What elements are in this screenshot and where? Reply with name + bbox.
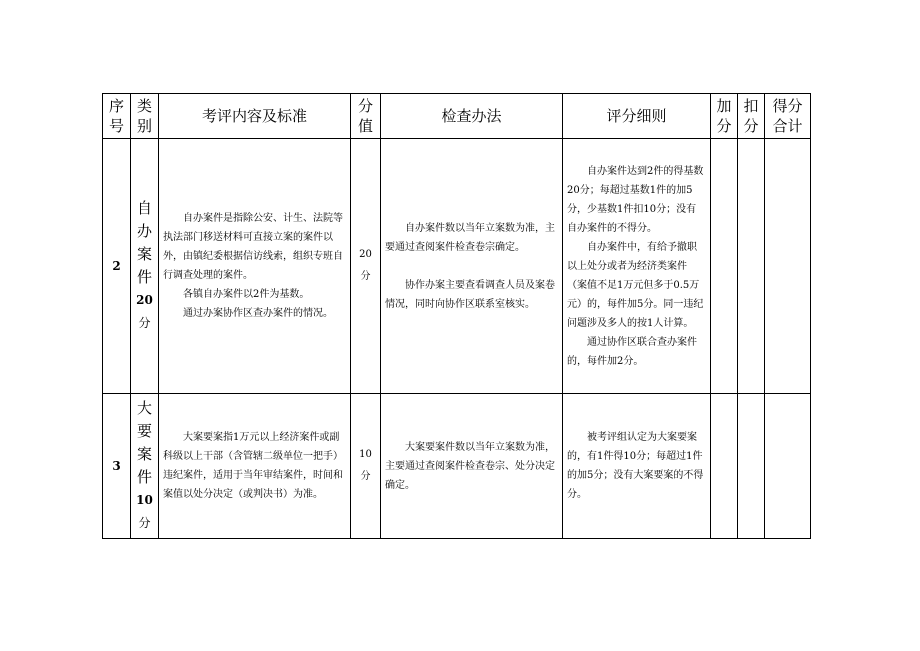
row-seq: 2 xyxy=(103,139,131,394)
row-content: 大案要案指1万元以上经济案件或副科级以上干部（含管辖二级单位一把手）违纪案件，适用于当年审结案件，时间和案值以处分决定（或判决书）为准。 xyxy=(159,394,351,539)
table-row xyxy=(103,394,811,539)
header-add: 加 分 xyxy=(711,94,738,139)
assessment-table xyxy=(102,93,811,539)
header-deduct: 扣 分 xyxy=(738,94,765,139)
row-rules: 自办案件达到2件的得基数20分；每超过基数1件的加5分，少基数1件扣10分；没有自办案件的不得分。 自办案件中，有给予撤职以上处分或者为经济类案件（案值不足1万元但多于0.5万元）的，每件加5分。同一违纪问题涉及多人的按1人计算。 通过协作区联合查办案件的，每件加2分。 xyxy=(563,139,711,394)
row-seq: 3 xyxy=(103,394,131,539)
header-category: 类 别 xyxy=(131,94,159,139)
row-score: 10 分 xyxy=(351,394,381,539)
row-deduct-cell xyxy=(738,139,765,394)
row-method: 自办案件数以当年立案数为准，主要通过查阅案件检查卷宗确定。 协作办案主要查看调查人员及案卷情况，同时向协作区联系室核实。 xyxy=(381,139,563,394)
header-row xyxy=(103,94,811,139)
header-content: 考评内容及标准 xyxy=(159,94,351,139)
row-category: 大 要 案 件 10 分 xyxy=(131,394,159,539)
row-rules: 被考评组认定为大案要案的，有1件得10分；每超过1件的加5分；没有大案要案的不得分。 xyxy=(563,394,711,539)
row-category: 自 办 案 件 20 分 xyxy=(131,139,159,394)
header-score: 分 值 xyxy=(351,94,381,139)
header-seq: 序 号 xyxy=(103,94,131,139)
header-method: 检查办法 xyxy=(381,94,563,139)
row-total-cell xyxy=(765,139,811,394)
row-add-cell xyxy=(711,139,738,394)
row-score: 20 分 xyxy=(351,139,381,394)
row-method: 大案要案件数以当年立案数为准，主要通过查阅案件检查卷宗、处分决定确定。 xyxy=(381,394,563,539)
header-total: 得分 合计 xyxy=(765,94,811,139)
row-add-cell xyxy=(711,394,738,539)
table-row xyxy=(103,139,811,394)
header-rules: 评分细则 xyxy=(563,94,711,139)
row-deduct-cell xyxy=(738,394,765,539)
row-content: 自办案件是指除公安、计生、法院等执法部门移送材料可直接立案的案件以外，由镇纪委根据信访线索，组织专班自行调查处理的案件。 各镇自办案件以2件为基数。 通过办案协作区查办案件的情况。 xyxy=(159,139,351,394)
row-total-cell xyxy=(765,394,811,539)
